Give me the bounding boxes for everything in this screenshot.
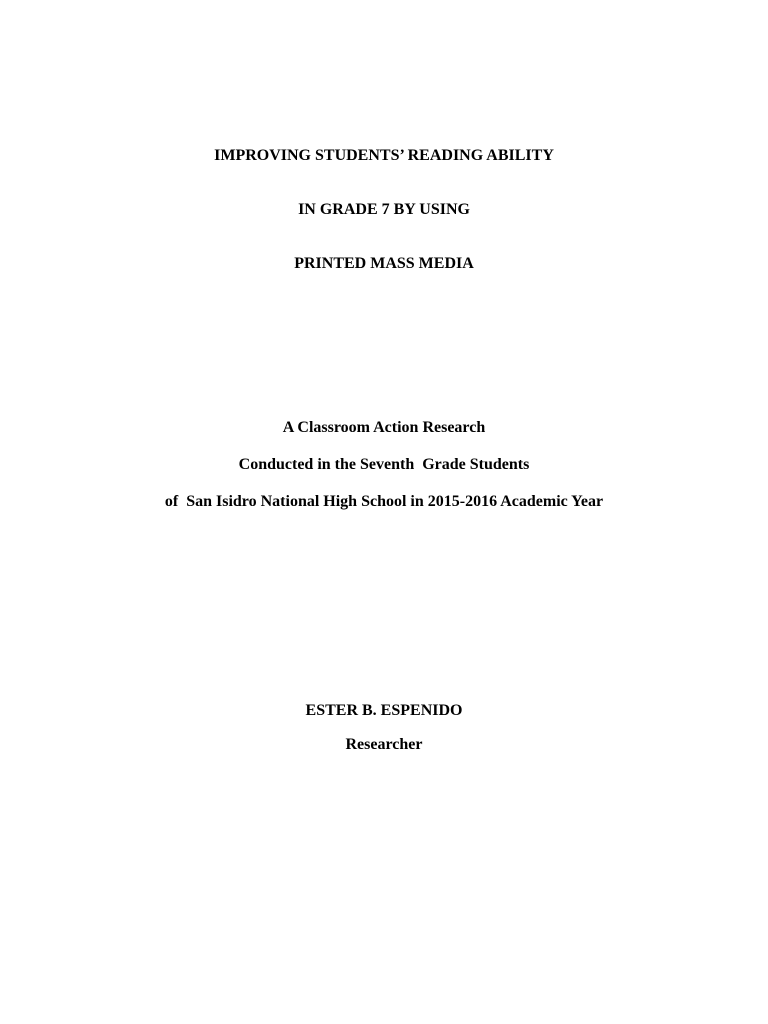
author-role: Researcher xyxy=(345,736,423,753)
author-name: ESTER B. ESPENIDO xyxy=(305,702,463,719)
subtitle-line-3: of San Isidro National High School in 2015-2016 Academic Year xyxy=(164,493,604,510)
subtitle-line-2: Conducted in the Seventh Grade Students xyxy=(238,456,530,473)
title-line-3: PRINTED MASS MEDIA xyxy=(294,255,474,272)
subtitle-line-1: A Classroom Action Research xyxy=(282,419,486,436)
title-line-2: IN GRADE 7 BY USING xyxy=(298,201,470,218)
title-line-1: IMPROVING STUDENTS’ READING ABILITY xyxy=(214,147,554,164)
